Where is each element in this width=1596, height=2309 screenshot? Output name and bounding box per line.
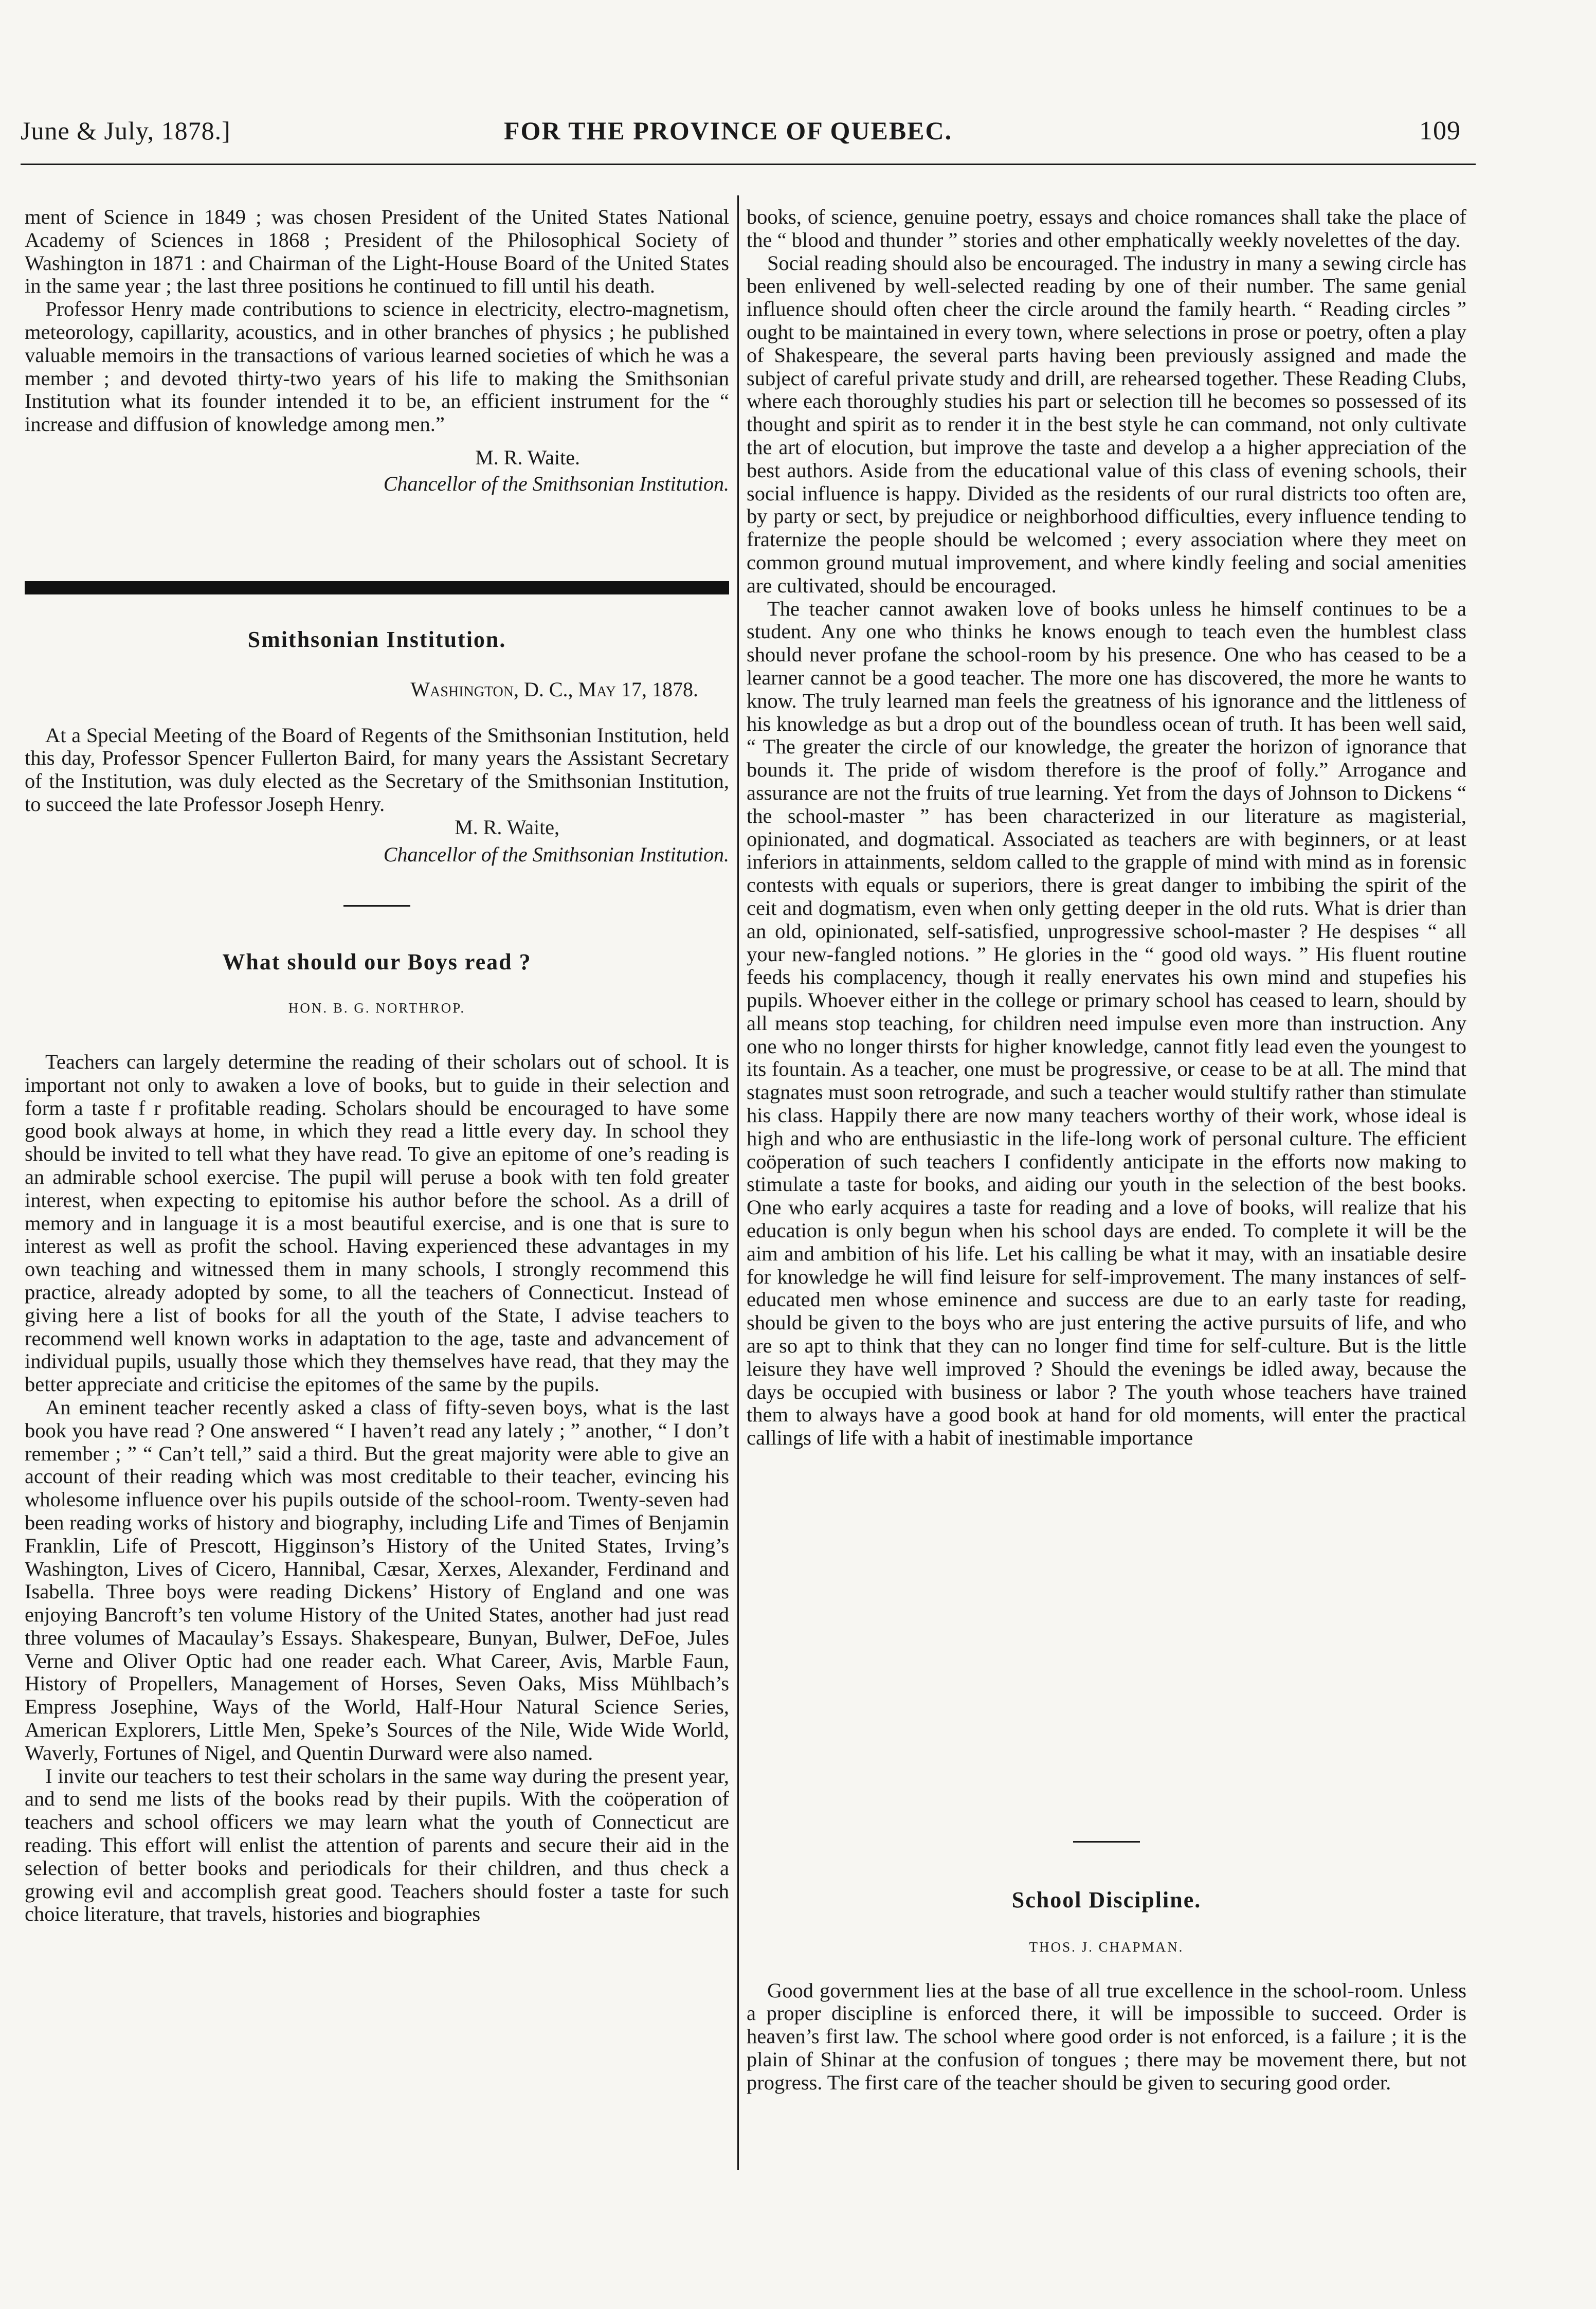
social-reading-paragraph: Social reading should also be encouraged. The industry in many a sewing circle has been enlivened by well-selected reading by one of their number. The same genial influence should often cheer the circle around the family hearth. “ Reading circles ” ought to be maintained in every town, where selections in prose or poetry, often a play of Shakespeare, the several parts having been previously assigned and made the subject of careful private study and drill, are rehearsed together. These Reading Clubs, where each thoroughly studies his part or selection till he becomes so possessed of its thought and spirit as to render it in the best style he can command, not only cultivate the art of elocution, but improve the taste and develop a a higher appreciation of the best authors. Aside from the educational value of this class of evening schools, their social influence is happy. Divided as the residents of our rural districts too often are, by party or sect, by prejudice or neighborhood difficulties, every influence tending to fraternize the people should be welcomed ; every association where they meet on common ground mutual improvement, and where kindly feeling and social amenities are cultivated, should be encouraged.: [747, 251, 1466, 597]
running-header-date: June & July, 1878.]: [21, 116, 231, 145]
smithsonian-body: At a Special Meeting of the Board of Regents of the Smithsonian Institution, held this day, Professor Spencer Fullerton Baird, for many years the Assistant Secretary of the Institution, was duly elected as the Secretary of the Smithsonian Institution, to succeed the late Professor Joseph Henry.: [25, 723, 729, 816]
boys-paragraph-3: I invite our teachers to test their scholars in the same way during the present year, and to send me lists of the books read by their pupils. With the coöperation of teachers and school officers we may learn what the youth of Connecticut are reading. This effort will enlist the attention of parents and secure their aid in the selection of better books and periodicals for their children, and thus check a growing evil and accomplish great good. Teachers should foster a taste for such choice literature, that travels, histories and biographies: [25, 1764, 729, 1926]
running-header-title: FOR THE PROVINCE OF QUEBEC.: [504, 116, 953, 145]
page-number: 109: [1419, 116, 1461, 146]
right-column: [747, 206, 1466, 1450]
henry-biography-paragraph: ment of Science in 1849 ; was chosen President of the United States National Academy of Sciences in 1868 ; President of the Philosophical Society of Washington in 1871 : and Chairman of the Light-House Board of the United States in the same year ; the last three positions he continued to fill until his death.: [25, 205, 729, 298]
discipline-body: Good government lies at the base of all true excellence in the school-room. Unless a proper discipline is enforced there, it will be impossible to succeed. Order is heaven’s first law. The school where good order is not enforced, is a failure ; it is the plain of Shinar at the confusion of tongues ; there may be movement there, but not progress. The first care of the teacher should be given to securing good order.: [747, 1978, 1466, 2094]
smithsonian-heading: Smithsonian Institution.: [247, 627, 506, 652]
boys-paragraph-2: An eminent teacher recently asked a class of fifty-seven boys, what is the last book you have read ? One answered “ I haven’t read any lately ; ” another, “ I don’t remember ; ” “ Can’t tell,” said a third. But the great majority were able to give an account of their reading which was most creditable to their teacher, evincing his wholesome influence over his pupils outside of the school-room. Twenty-seven had been reading works of history and biography, including Life and Times of Benjamin Franklin, Life of Prescott, Higginson’s History of the United States, Irving’s Washington, Lives of Cicero, Hannibal, Cæsar, Xerxes, Alexander, Ferdinand and Isabella. Three boys were reading Dickens’ History of England and one was enjoying Bancroft’s ten volume History of the United States, another had just read three volumes of Macaulay’s Essays. Shakespeare, Bunyan, Bulwer, DeFoe, Jules Verne and Oliver Optic had one reader each. What Career, Avis, Marble Faun, History of Propellers, Management of Horses, Seven Oaks, Miss Mühlbach’s Empress Josephine, Ways of the World, Half-Hour Natural Science Series, American Explorers, Little Men, Speke’s Sources of the Nile, Wide Wide World, Waverly, Fortunes of Nigel, and Quentin Durward were also named.: [25, 1395, 729, 1764]
teacher-student-paragraph: The teacher cannot awaken love of books unless he himself continues to be a student. Any one who thinks he knows enough to teach even the humblest class should never profane the school-room by his presence. One who has ceased to be a learner cannot be a good teacher. The more one has discovered, the more he wants to know. The truly learned man feels the greatness of his ignorance and the littleness of his knowledge as but a drop out of the boundless ocean of truth. It has been well said, “ The greater the circle of our knowledge, the greater the horizon of ignorance that bounds it. The pride of wisdom therefore is the proof of folly.” Arrogance and assurance are not the fruits of true learning. Yet from the days of Johnson to Dickens “ the school-master ” has been characterized in our literature as magisterial, opinionated, and dogmatical. Associated as teachers are with beginners, or at least inferiors in attainments, seldom called to the grapple of mind with mind as in forensic contests with equals or superiors, there is great danger to imbibing the spirit of the ceit and dogmatism, even when only getting deeper in the old ruts. What is drier than an old, opinionated, self-satisfied, unprogressive school-master ? He despises “ all your new-fangled notions. ” He glories in the “ good old ways. ” His fluent routine feeds his complacency, though it really enervates his own mind and stupefies his pupils. Whoever either in the college or primary school has ceased to learn, should by all means stop teaching, for children need impulse even more than instruction. Any one who no longer thirsts for higher knowledge, cannot fitly lead even the youngest to its fountain. As a teacher, one must be progressive, or cease to be at all. The mind that stagnates must soon retrograde, and such a teacher would stultify rather than stimulate his class. Happily there are now many teachers worthy of their work, whose ideal is high and who are enthusiastic in the life-long work of personal culture. The efficient coöperation of such teachers I confidently anticipate in the efforts now making to stimulate a taste for books, and aiding our youth in the selection of the best books. One who early acquires a taste for reading and a love of books, will realize that his education is only begun when his school days are ended. To complete it will be the aim and ambition of his life. Let his calling be what it may, with an insatiable desire for knowledge he will find leisure for self-improvement. The many instances of self-educated men whose eminence and success are due to an early taste for reading, should be given to the boys who are just entering the active pursuits of life, and who are so apt to think that they can no longer find time for self-culture. But is the little leisure they have well improved ? Should the evenings be idled away, because the days be occupied with business or labor ? The youth whose teachers have trained them to always have a good book at hand for old moments, will enter the practical callings of life with a habit of inestimable importance: [747, 597, 1466, 1450]
section-divider-short: [1073, 1841, 1140, 1843]
reading-continued-paragraph: books, of science, genuine poetry, essays and choice romances shall take the place of the “ blood and thunder ” stories and other emphatically weekly novelettes of the day.: [747, 205, 1466, 251]
section-divider-thick: [25, 581, 729, 594]
boys-article-heading: What should our Boys read ?: [222, 949, 532, 975]
header-rule: [21, 164, 1476, 165]
column-divider: [737, 195, 739, 2170]
school-discipline-section: [747, 1841, 1466, 2095]
smithsonian-signature-title: Chancellor of the Smithsonian Institution.: [383, 842, 729, 866]
smithsonian-section: [25, 581, 729, 1926]
left-column: [25, 206, 729, 496]
discipline-heading: School Discipline.: [1011, 1887, 1202, 1913]
henry-contributions-paragraph: Professor Henry made contributions to science in electricity, electro-magnetism, meteorology, capillarity, acoustics, and in other branches of physics ; he published valuable memoirs in the transactions of various learned societies of which he was a member ; and devoted thirty-two years of his life to making the Smithsonian Institution what its founder intended it to be, an efficient instrument for the “ increase and diffusion of knowledge among men.”: [25, 297, 729, 436]
boys-paragraph-1: Teachers can largely determine the reading of their scholars out of school. It is important not only to awaken a love of books, but to guide in their selection and form a taste f r profitable reading. Scholars should be encouraged to have some good book always at home, in which they read a little every day. In school they should be invited to tell what they have read. To give an epitome of one’s reading is an admirable school exercise. The pupil will peruse a book with ten fold greater interest, when expecting to epitomise his author before the school. As a drill of memory and in language it is a most beautiful exercise, and is one that is sure to interest as well as profit the school. Having experienced these advantages in my own teaching and witnessed them in many schools, I strongly recommend this practice, already adopted by some, to all the teachers of Connecticut. Instead of giving here a list of books for all the youth of the State, I advise teachers to recommend well known works in adaptation to the age, taste and advancement of individual pupils, usually those which they themselves have read, that they may the better appreciate and criticise the epitomes of the same by the pupils.: [25, 1050, 729, 1396]
dateline: Washington, D. C., May 17, 1878.: [410, 677, 698, 701]
discipline-byline: THOS. J. CHAPMAN.: [1029, 1939, 1184, 1955]
signature-title: Chancellor of the Smithsonian Institution.: [383, 472, 729, 495]
signature-name: M. R. Waite.: [475, 445, 580, 469]
boys-article-byline: HON. B. G. NORTHROP.: [288, 1000, 466, 1016]
section-divider-short: [343, 905, 410, 907]
smithsonian-signature-name: M. R. Waite,: [455, 815, 559, 839]
